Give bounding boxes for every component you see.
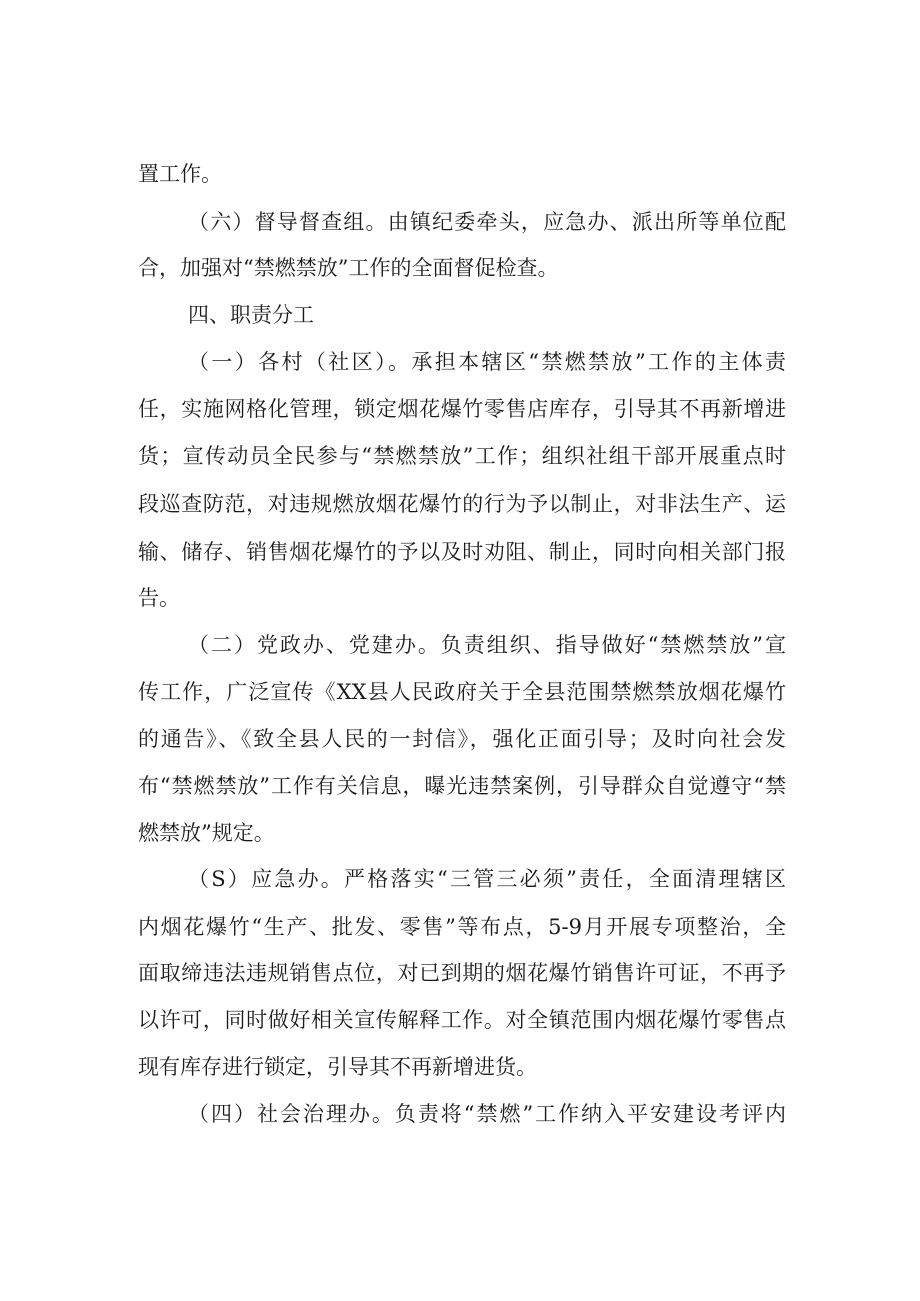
text-line-7: 货；宣传动员全民参与“禁燃禁放”工作；组织社组干部开展重点时 <box>138 444 786 468</box>
text-line-21: （四）社会治理办。负责将“禁燃”工作纳入平安建设考评内 <box>188 1102 786 1126</box>
text-line-18: 面取缔违法违规销售点位，对已到期的烟花爆竹销售许可证，不再予 <box>138 961 786 985</box>
text-line-3: 合，加强对“禁燃禁放”工作的全面督促检查。 <box>138 256 559 280</box>
text-line-11: （二）党政办、党建办。负责组织、指导做好“禁燃禁放”宣 <box>188 633 786 657</box>
text-line-12: 传工作，广泛宣传《XX县人民政府关于全县范围禁燃禁放烟花爆竹 <box>138 680 786 704</box>
section-heading: 四、职责分工 <box>188 303 314 327</box>
text-line-6: 任，实施网格化管理，锁定烟花爆竹零售店库存，引导其不再新增进 <box>138 397 786 421</box>
text-line-19: 以许可，同时做好相关宣传解释工作。对全镇范围内烟花爆竹零售点 <box>138 1008 786 1032</box>
text-line-15: 燃禁放”规定。 <box>138 821 275 845</box>
text-line-13: 的通告》、《致全县人民的一封信》，强化正面引导；及时向社会发 <box>138 727 786 751</box>
text-line-10: 告。 <box>138 586 180 610</box>
text-line-2: （六）督导督查组。由镇纪委牵头，应急办、派出所等单位配 <box>188 210 786 234</box>
text-line-17: 内烟花爆竹“生产、批发、零售”等布点，5-9月开展专项整治，全 <box>138 915 786 939</box>
text-line-20: 现有库存进行锁定，引导其不再新增进货。 <box>138 1055 537 1079</box>
text-line-8: 段巡查防范，对违规燃放烟花爆竹的行为予以制止，对非法生产、运 <box>138 492 786 516</box>
text-line-16: （S）应急办。严格落实“三管三必须”责任，全面清理辖区 <box>188 867 786 891</box>
text-line-9: 输、储存、销售烟花爆竹的予以及时劝阻、制止，同时向相关部门报 <box>138 540 786 564</box>
text-line-14: 布“禁燃禁放”工作有关信息，曝光违禁案例，引导群众自觉遵守“禁 <box>138 774 786 798</box>
text-line-1: 置工作。 <box>138 162 222 186</box>
text-line-5: （一）各村（社区）。承担本辖区“禁燃禁放”工作的主体责 <box>188 350 786 374</box>
